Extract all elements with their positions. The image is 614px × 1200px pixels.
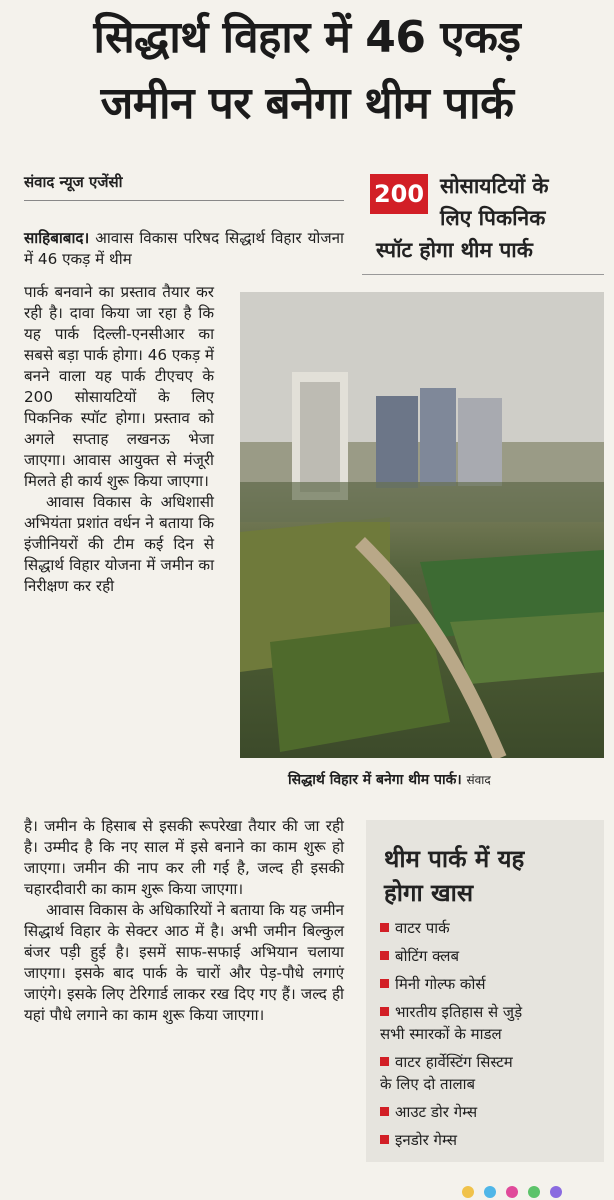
bullet-square-icon [380, 1057, 389, 1066]
box-title-line-1: थीम पार्क में यह [384, 845, 525, 873]
headline-line-2: जमीन पर बनेगा थीम पार्क [100, 78, 514, 129]
bullet-square-icon [380, 979, 389, 988]
list-item: भारतीय इतिहास से जुड़े [380, 1002, 522, 1023]
list-item: वाटर पार्क [380, 918, 450, 939]
article-text: आवास विकास के अधिशासी अभियंता प्रशांत वर्धन ने बताया कि इंजीनियरों की टीम कई दिन से सिद्धार्थ विहार योजना में जमीन का निरीक्षण कर रही [24, 493, 214, 595]
subheadline [362, 166, 604, 276]
box-title-line-2: होगा खास [384, 879, 474, 907]
byline-divider [24, 200, 344, 201]
list-item: आउट डोर गेम्स [380, 1102, 477, 1123]
subhead-line-1: सोसायटियों के [440, 174, 549, 198]
article-text: है। जमीन के हिसाब से इसकी रूपरेखा तैयार की जा रही है। उम्मीद है कि नए साल में इसे बनाने का काम शुरू हो जाएगा। जमीन की नाप कर ली गई है, जल्द ही इसकी चहारदीवारी का काम शुरू किया जाएगा। [24, 817, 344, 898]
dot-icon [462, 1186, 474, 1198]
subhead-line-3: स्पॉट होगा थीम पार्क [376, 238, 533, 262]
list-item-continuation: सभी स्मारकों के माडल [380, 1025, 502, 1043]
subhead-divider [362, 274, 604, 275]
list-item: इनडोर गेम्स [380, 1130, 457, 1151]
dot-icon [550, 1186, 562, 1198]
caption-text: सिद्धार्थ विहार में बनेगा थीम पार्क। [288, 772, 462, 788]
dot-icon [528, 1186, 540, 1198]
article-text: पार्क बनवाने का प्रस्ताव तैयार कर रही है। दावा किया जा रहा है कि यह पार्क दिल्ली-एनसीआर का सबसे बड़ा पार्क होगा। 46 एकड़ में बनने वाला यह पार्क टीएचए के 200 सोसायटियों के लिए पिकनिक स्पॉट होगा। प्रस्ताव को अगले सप्ताह लखनऊ भेजा जाएगा। आवास आयुक्त से मंजूरी मिलते ही कार्य शुरू किया जाएगा। [24, 283, 214, 490]
article-paragraph-1-rest [24, 282, 214, 597]
bullet-square-icon [380, 1007, 389, 1016]
bullet-square-icon [380, 1135, 389, 1144]
article-text: आवास विकास के अधिकारियों ने बताया कि यह जमीन सिद्धार्थ विहार के सेक्टर आठ में है। अभी जमीन बिल्कुल बंजर पड़ी हुई है। इसमें साफ-सफाई अभियान चलाया जाएगा। इसके बाद पार्क के चारों और पेड़-पौधे लगाएं जाएंगे। इसके लिए टेरिगार्ड लाकर रख दिए गए हैं। जल्द ही यहां पौधे लगाने का काम शुरू किया जाएगा। [24, 901, 344, 1024]
bullet-square-icon [380, 951, 389, 960]
article-paragraph-2-3 [24, 816, 344, 1026]
byline: संवाद न्यूज एजेंसी [24, 173, 123, 191]
list-item-continuation: के लिए दो तालाब [380, 1075, 476, 1093]
bullet-square-icon [380, 1107, 389, 1116]
dot-icon [484, 1186, 496, 1198]
list-item: मिनी गोल्फ कोर्स [380, 974, 485, 995]
photo-caption [288, 770, 491, 789]
subhead-number-badge: 200 [370, 174, 428, 214]
headline-line-1: सिद्धार्थ विहार में 46 एकड़ [93, 12, 521, 63]
list-item: बोटिंग क्लब [380, 946, 459, 967]
aerial-site-photo [240, 292, 604, 758]
bullet-square-icon [380, 923, 389, 932]
caption-credit: संवाद [466, 773, 491, 787]
list-item: वाटर हार्वेस्टिंग सिस्टम [380, 1052, 513, 1073]
highlights-box [366, 820, 604, 1162]
article-paragraph-1-start [24, 228, 344, 270]
article-text: आवास विकास परिषद सिद्धार्थ विहार योजना में 46 एकड़ में थीम [24, 229, 344, 268]
photo-illustration [240, 292, 604, 758]
subhead-line-2: लिए पिकनिक [440, 206, 546, 230]
dateline: साहिबाबाद। [24, 229, 90, 247]
dot-icon [506, 1186, 518, 1198]
